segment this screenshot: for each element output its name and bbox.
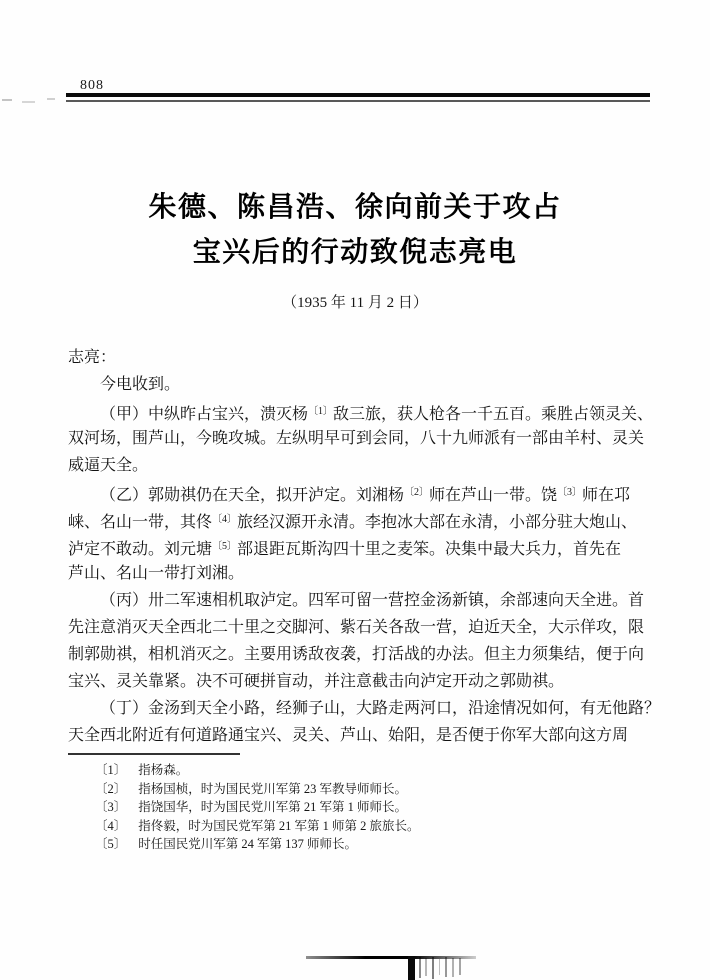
- body-line: 今电收到。: [100, 376, 181, 393]
- header-rule-thick: [66, 93, 650, 97]
- body-line: 双河场，围芦山，今晚攻城。左纵明早可到会同，八十九师派有一部由羊村、灵关: [68, 430, 645, 447]
- footnote-text: 指饶国华，时为国民党川军第 21 军第 1 师师长。: [138, 800, 408, 814]
- footnote-marker: 〔1〕: [95, 763, 127, 777]
- footnote-ref: 〔2〕: [404, 487, 430, 498]
- body-line: 崃、名山一带，其佟$^{〔4〕}$旅经汉源开永清。李抱冰大部在永清，小部分驻大炮山、: [68, 514, 638, 531]
- footnote-marker: 〔2〕: [95, 781, 127, 796]
- body-line: （甲）中纵昨占宝兴，溃灭杨$^{〔1〕}$敌三旅，获人枪各一千五百。乘胜占领灵关、: [100, 406, 654, 423]
- scan-artifact-streak: [445, 957, 447, 977]
- footnote-item: [95, 761, 635, 780]
- body-line: 威逼天全。: [68, 457, 149, 474]
- scan-artifact-streak: [452, 958, 454, 977]
- footnote-text: 指佟毅，时为国民党军第 21 军第 1 师第 2 旅旅长。: [138, 818, 420, 833]
- footnote-ref: 〔4〕: [212, 514, 238, 525]
- footnote-ref: 〔5〕: [212, 541, 238, 552]
- footnote-ref: 〔3〕: [557, 487, 583, 498]
- header-rule-thin: [66, 100, 650, 102]
- footnote-marker: 〔4〕: [95, 818, 127, 833]
- footnote-text: 时任国民党川军第 24 军第 137 师师长。: [138, 837, 358, 851]
- page-number: 808: [80, 78, 104, 93]
- footnote-item: [95, 817, 635, 836]
- footnote-text: 指杨国桢，时为国民党川军第 23 军教导师师长。: [138, 781, 408, 796]
- scan-artifact-streak: [419, 957, 421, 978]
- body-line: 宝兴、灵关靠紧。决不可硬拼盲动，并注意截击向泸定开动之郭勋祺。: [68, 673, 565, 690]
- document-body: [68, 344, 661, 749]
- scan-artifact-line: [306, 956, 476, 959]
- document-title-line-1: 朱德、陈昌浩、徐向前关于攻占: [148, 191, 562, 222]
- body-line: 制郭勋祺，相机消灭之。主要用诱敌夜袭，打活战的办法。但主力须集结，便于向: [68, 646, 645, 663]
- body-line: 天全西北附近有何道路通宝兴、灵关、芦山、始阳，是否便于你军大部向这方周: [68, 727, 629, 744]
- body-line: 先注意消灭天全西北二十里之交脚河、紫石关各敌一营，迫近天全，大示佯攻，限: [68, 619, 645, 636]
- footnote-ref: 〔1〕: [308, 406, 334, 417]
- scan-artifact-bar: [408, 956, 415, 980]
- body-line: （丁）金汤到天全小路，经狮子山，大路走两河口，沿途情况如何，有无他路？: [100, 700, 661, 717]
- footnotes-section: [95, 761, 635, 854]
- footnote-text: 指杨森。: [138, 763, 189, 777]
- scan-noise-mark: [2, 99, 12, 101]
- document-title: [0, 184, 710, 274]
- body-line: （乙）郭勋祺仍在天全，拟开泸定。刘湘杨$^{〔2〕}$师在芦山一带。饶$^{〔3〕}$师在邛: [100, 487, 631, 504]
- body-line: 芦山、名山一带打刘湘。: [68, 565, 245, 582]
- document-date: （1935 年 11 月 2 日）: [282, 295, 428, 311]
- footnote-separator: [68, 753, 240, 755]
- footnote-item: [95, 780, 635, 799]
- body-line: 泸定不敢动。刘元塘$^{〔5〕}$部退距瓦斯沟四十里之麦笨。决集中最大兵力，首先在: [68, 541, 622, 558]
- footnote-marker: 〔5〕: [95, 837, 127, 851]
- document-title-line-2: 宝兴后的行动致倪志亮电: [192, 236, 518, 267]
- footnote-item: [95, 798, 635, 817]
- scan-artifact-streak: [432, 957, 434, 979]
- body-line: （丙）卅二军速相机取泸定。四军可留一营控金汤新镇，余部速向天全进。首: [100, 592, 645, 609]
- scan-artifact-streak: [459, 958, 461, 975]
- salutation-line: 志亮：: [68, 349, 117, 366]
- footnote-item: [95, 835, 635, 854]
- scan-noise-mark: [22, 101, 35, 103]
- scan-artifact-streak: [425, 958, 427, 976]
- footnote-marker: 〔3〕: [95, 800, 127, 814]
- scan-artifact-streak: [439, 959, 440, 975]
- scan-noise-mark: [47, 98, 55, 100]
